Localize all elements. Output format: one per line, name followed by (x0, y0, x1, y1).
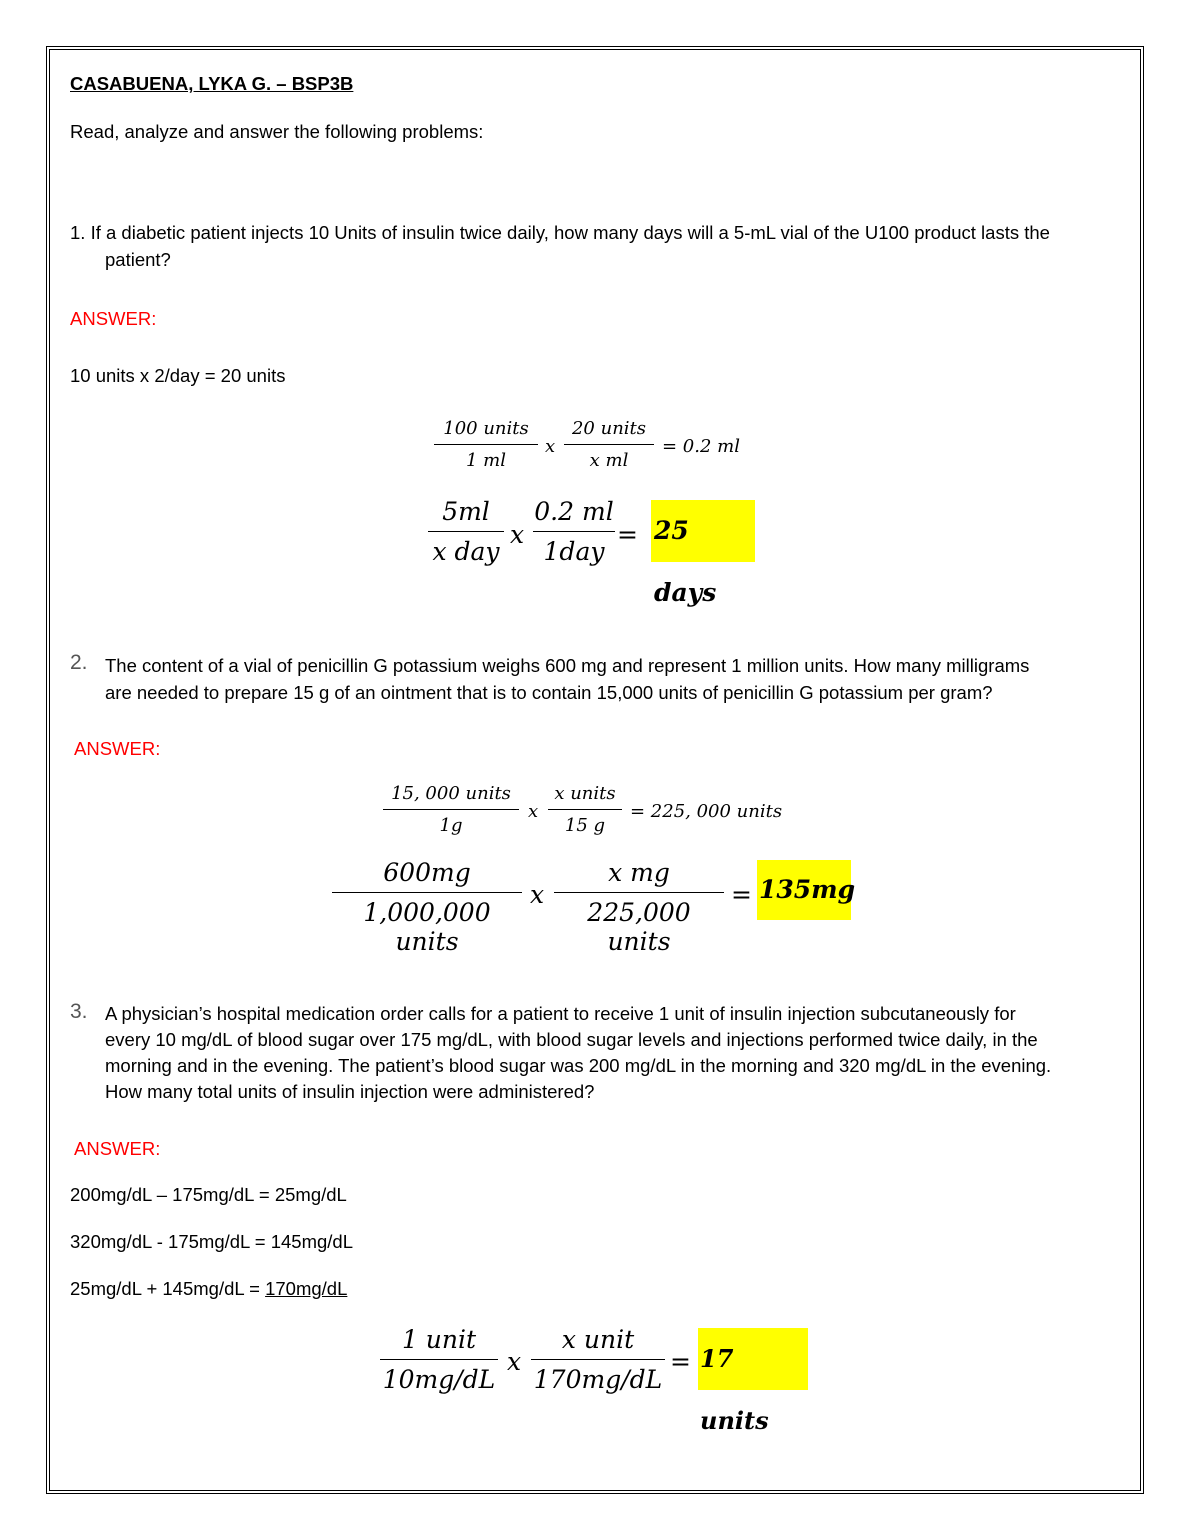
fraction-bar (533, 531, 615, 532)
page-border-inner (49, 49, 1141, 1491)
q1-eq2-num2: 0.2 ml (534, 497, 614, 526)
q3-number: 3. (70, 1000, 88, 1023)
q3-text-line4: How many total units of insulin injection were administered? (105, 1081, 595, 1102)
q3-text-line3: morning and in the evening. The patient’s blood sugar was 200 mg/dL in the morning and 320 mg/dL in the evening. (105, 1055, 1052, 1076)
q3-step3 (70, 1276, 347, 1302)
q1-eq2-den1: x day (432, 537, 500, 566)
q1-eq1-result: = 0.2 ml (662, 436, 740, 457)
fraction-bar (554, 892, 724, 893)
q1-eq2-frac1 (428, 497, 504, 566)
q2-eq1-frac1 (383, 783, 519, 836)
q2-eq1-den1: 1g (439, 815, 463, 836)
q3-final-answer: 17 units (698, 1328, 808, 1390)
q1-text-line1: 1. If a diabetic patient injects 10 Units of insulin twice daily, how many days will a 5-mL vial of the U100 product lasts the (70, 222, 1050, 243)
fraction-bar (564, 444, 654, 445)
q1-eq2-frac2 (533, 497, 615, 566)
q2-eq2-den1: 1,000,000 units (363, 898, 491, 956)
q2-eq1-times: x (528, 801, 539, 822)
q2-eq1-num2: x units (554, 783, 616, 804)
fraction-bar (531, 1359, 665, 1360)
q1-eq2-times: x (510, 520, 525, 549)
q2-eq2-frac2 (554, 858, 724, 956)
q1-final-answer: 25 days (651, 500, 755, 562)
q2-eq2-num1: 600mg (383, 858, 471, 887)
q3-text-line2: every 10 mg/dL of blood sugar over 175 mg/dL, with blood sugar levels and injections performed twice daily, in the (105, 1029, 1038, 1050)
q3-eq-times: x (507, 1347, 522, 1376)
q1-text-line2: patient? (105, 249, 171, 270)
q3-eq-num1: 1 unit (401, 1325, 477, 1354)
fraction-bar (434, 444, 538, 445)
q1-eq1-den2: x ml (589, 450, 629, 471)
q2-eq2-den2: 225,000 units (587, 898, 691, 956)
q2-text-line2: are needed to prepare 15 g of an ointment that is to contain 15,000 units of penicillin G potassium per gram? (105, 682, 993, 703)
instructions: Read, analyze and answer the following problems: (70, 121, 484, 142)
q1-eq2-num1: 5ml (442, 497, 490, 526)
q1-answer-label: ANSWER: (70, 308, 157, 329)
q3-step3-prefix: 25mg/dL + 145mg/dL = (70, 1278, 266, 1299)
q2-final-answer: 135mg (757, 860, 851, 920)
q3-eq-equals: = (670, 1347, 691, 1376)
q1-eq1-frac2 (564, 418, 654, 471)
q2-answer-label: ANSWER: (74, 738, 161, 759)
q1-eq1-num2: 20 units (571, 418, 647, 439)
q3-text-line1: A physician’s hospital medication order calls for a patient to receive 1 unit of insulin injection subcutaneously for (105, 1003, 1016, 1024)
q1-eq1-frac1 (434, 418, 538, 471)
q3-answer-label: ANSWER: (74, 1138, 161, 1159)
q3-step1: 200mg/dL – 175mg/dL = 25mg/dL (70, 1184, 347, 1205)
q1-eq2-equals: = (617, 520, 638, 549)
q2-number: 2. (70, 651, 88, 674)
q3-step3-result: 170mg/dL (265, 1278, 348, 1299)
q2-eq2-times: x (530, 880, 545, 909)
q1-step1: 10 units x 2/day = 20 units (70, 365, 286, 386)
fraction-bar (332, 892, 522, 893)
q3-eq-frac1 (380, 1325, 498, 1394)
q3-eq-den2: 170mg/dL (533, 1365, 663, 1394)
q3-eq-frac2 (531, 1325, 665, 1394)
q2-eq2-equals: = (731, 880, 752, 909)
q2-eq1-frac2 (548, 783, 622, 836)
q1-eq1-den1: 1 ml (466, 450, 506, 471)
q2-eq2-num2: x mg (608, 858, 670, 887)
q1-eq2-den2: 1day (543, 537, 605, 566)
fraction-bar (428, 531, 504, 532)
q2-eq1-result: = 225, 000 units (630, 801, 783, 822)
q1-eq1-times: x (545, 436, 556, 457)
q2-eq2-frac1 (332, 858, 522, 956)
fraction-bar (548, 809, 622, 810)
q2-text-line1: The content of a vial of penicillin G potassium weighs 600 mg and represent 1 million units. How many milligrams (105, 655, 1030, 676)
q2-eq1-num1: 15, 000 units (391, 783, 511, 804)
fraction-bar (380, 1359, 498, 1360)
q2-eq1-den2: 15 g (564, 815, 606, 836)
q1-eq1-num1: 100 units (443, 418, 529, 439)
q3-eq-den1: 10mg/dL (382, 1365, 496, 1394)
q3-step2: 320mg/dL - 175mg/dL = 145mg/dL (70, 1231, 354, 1252)
fraction-bar (383, 809, 519, 810)
student-name-header: CASABUENA, LYKA G. – BSP3B (70, 73, 354, 94)
q3-eq-num2: x unit (561, 1325, 635, 1354)
